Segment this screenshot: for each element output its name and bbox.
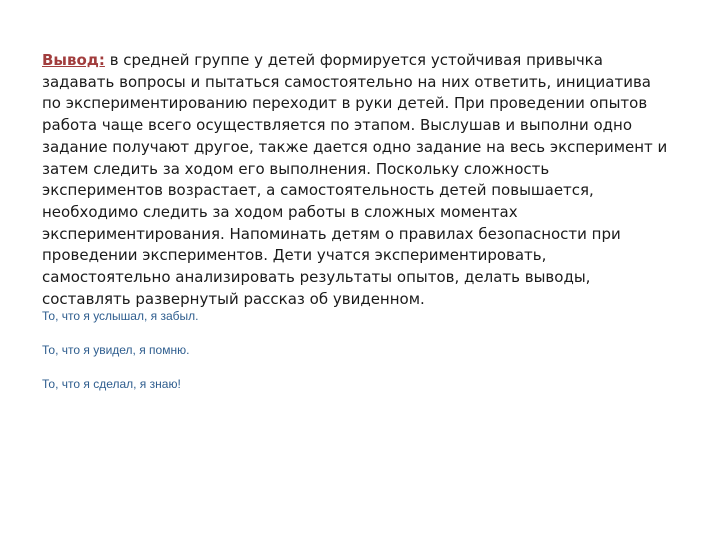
conclusion-body: в средней группе у детей формируется устойчивая привычка задавать вопросы и пытаться самостоятельно на них ответить, инициатива по экспериментированию переходит в руки детей. При проведении опытов работа чаще всего осуществляется по этапом. Выслушав и выполни одно задание получают другое, также дается одно задание на весь эксперимент и затем следить за ходом его выполнения. Поскольку сложность экспериментов возрастает, а самостоятельность детей повышается, необходимо следить за ходом работы в сложных моментах экспериментирования. Напоминать детям о правилах безопасности при проведении экспериментов. Дети учатся экспериментировать, самостоятельно анализировать результаты опытов, делать выводы, составлять развернутый рассказ об увиденном. (42, 51, 668, 308)
quote-heard: То, что я услышал, я забыл. (42, 309, 199, 323)
quote-seen: То, что я увидел, я помню. (42, 343, 190, 357)
conclusion-lead: Вывод: (42, 51, 105, 69)
quote-done: То, что я сделал, я знаю! (42, 377, 181, 391)
conclusion-paragraph (42, 50, 672, 310)
quotes-list (42, 308, 672, 410)
